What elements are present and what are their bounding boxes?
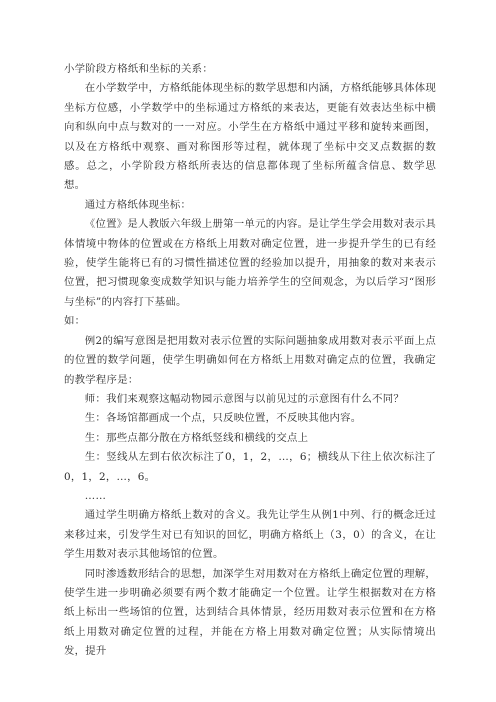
paragraph-number-shape: 同时渗透数形结合的思想，加深学生对用数对在方格纸上确定位置的理解，使学生进一步明确必须要有两个数才能确定一个位置。让学生根据数对在方格纸上标出一些场馆的位置，达到结合具体情景，经历用数对表示位置和在方格纸上用数对确定位置的过程，并能在方格上用数对确定位置；从实际情境出发，提升 — [64, 567, 436, 658]
paragraph-meaning: 通过学生明确方格纸上数对的含义。我先让学生从例1中列、行的概念迁过来移过来，引发学生对已有知识的回忆，明确方格纸上（3，0）的含义，在让学生用数对表示其他场馆的位置。 — [64, 509, 436, 561]
example-label: 如： — [64, 315, 86, 328]
paragraph-position-lesson: 《位置》是人教版六年级上册第一单元的内容。是让学生学会用数对表示具体情境中物体的位置或在方格纸上用数对确定位置，进一步提升学生的已有经验，使学生能将已有的习惯性描述位置的经验加以提升，用抽象的数对来表示位置，把习惯现象变成数学知识与能力培养学生的空间观念，为以后学习“图形与坐标”的内容打下基础。 — [64, 218, 436, 308]
paragraph-example-2: 例2的编写意图是把用数对表示位置的实际问题抽象成用数对表示平面上点的位置的数学问题，使学生明确如何在方格纸上用数对确定点的位置，我确定的教学程序是： — [64, 334, 436, 386]
dialog-line: 生：各场馆都画成一个点，只反映位置，不反映其他内容。 — [84, 412, 362, 425]
ellipsis: …… — [84, 489, 107, 502]
dialog-line: 生：那些点都分散在方格纸竖线和横线的交点上 — [84, 431, 309, 444]
dialog-line: 生：竖线从左到右依次标注了0，1，2，…，6；横线从下往上依次标注了0，1，2，…，6。 — [64, 451, 436, 483]
dialog-line: 师：我们来观察这幅动物园示意图与以前见过的示意图有什么不同？ — [84, 392, 405, 405]
document-title: 小学阶段方格纸和坐标的关系： — [64, 63, 213, 75]
section-subtitle: 通过方格纸体现坐标： — [84, 198, 192, 211]
paragraph-intro: 在小学数学中，方格纸能体现坐标的数学思想和内涵，方格纸能够具体体现坐标方位感，小学数学中的坐标通过方格纸的来表达，更能有效表达坐标中横向和纵向中点与数对的一一对应。小学生在方格纸中通过平移和旋转来画图，以及在方格纸中观察、画对称图形等过程，就体现了坐标中交叉点数据的数感。总之，小学阶段方格纸所表达的信息都体现了坐标所蕴含信息、数学思想。 — [64, 82, 436, 192]
document-body — [64, 60, 436, 662]
